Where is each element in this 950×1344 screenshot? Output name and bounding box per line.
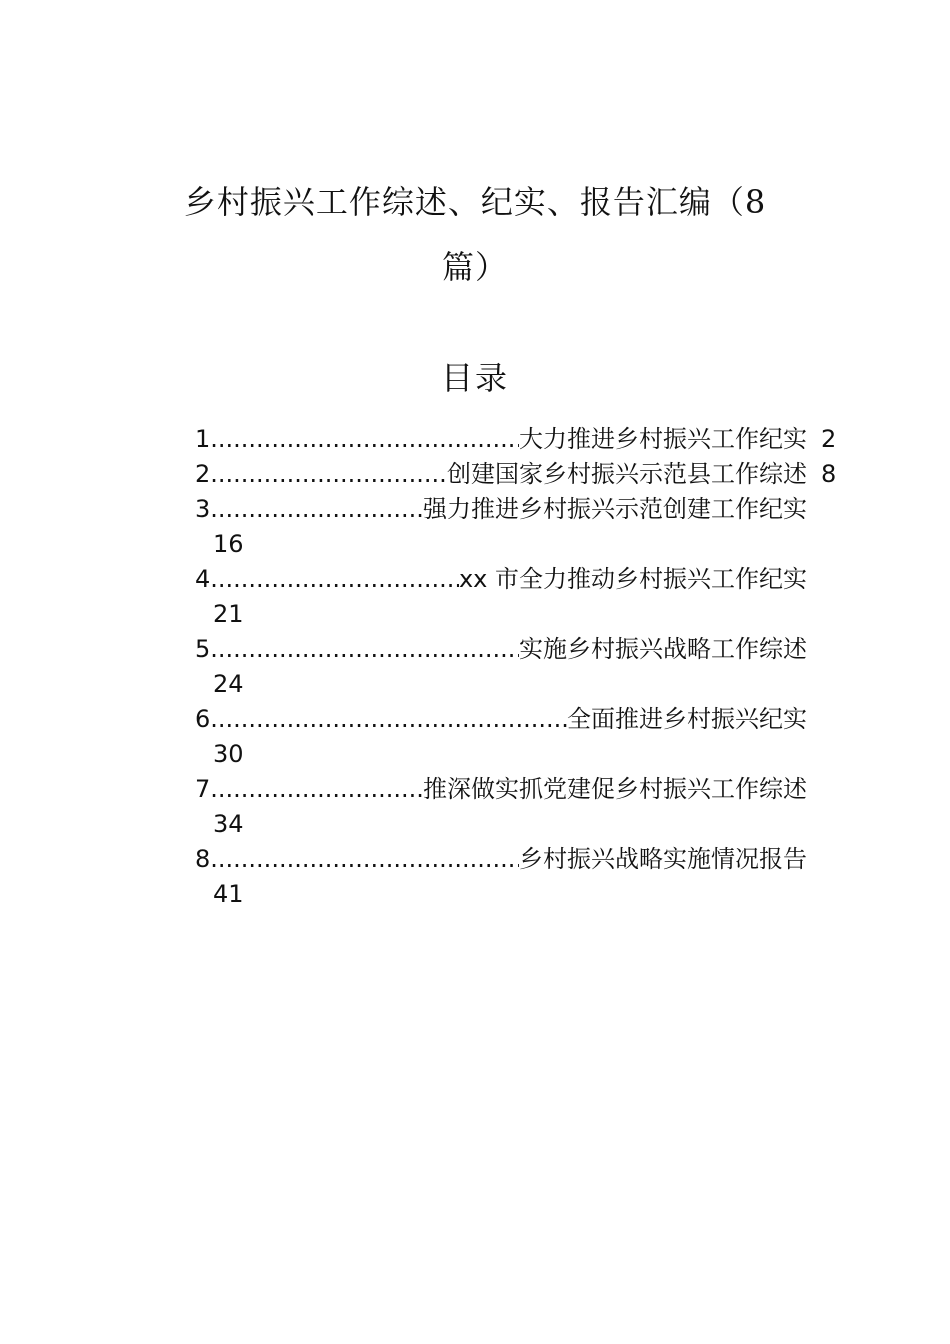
toc-entry-number: 1 — [195, 425, 211, 453]
toc-heading: 目录 — [440, 359, 509, 397]
toc-entry-page: 24 — [213, 670, 244, 698]
toc-entry-1[interactable] — [195, 422, 855, 457]
toc-entry-title: 全面推进乡村振兴纪实 — [567, 705, 807, 733]
toc-entry-page: 34 — [213, 810, 244, 838]
toc-entry-title: 推深做实抓党建促乡村振兴工作综述 — [423, 775, 807, 803]
toc-entry-4[interactable] — [195, 562, 855, 632]
toc-entry-title: xx 市全力推动乡村振兴工作纪实 — [458, 565, 807, 593]
document-title-line-1: 乡村振兴工作综述、纪实、报告汇编（8 — [183, 183, 767, 221]
toc-entry-page: 2 — [821, 425, 837, 453]
toc-dot-leader — [210, 562, 459, 597]
toc-entry-3[interactable] — [195, 492, 855, 562]
toc-dot-leader — [210, 422, 519, 457]
toc-entry-7[interactable] — [195, 772, 855, 842]
toc-dot-leader — [210, 772, 423, 807]
toc-entry-number: 8 — [195, 845, 211, 873]
toc-entry-title: 乡村振兴战略实施情况报告 — [519, 845, 807, 873]
toc-entry-title: 实施乡村振兴战略工作综述 — [519, 635, 807, 663]
toc-dot-leader — [210, 492, 423, 527]
toc-entry-number: 5 — [195, 635, 211, 663]
toc-dot-leader — [210, 632, 519, 667]
toc-entry-number: 4 — [195, 565, 211, 593]
toc-entry-number: 2 — [195, 460, 211, 488]
toc-entry-title: 强力推进乡村振兴示范创建工作纪实 — [423, 495, 807, 523]
toc-entry-page: 30 — [213, 740, 244, 768]
toc-dot-leader — [210, 457, 447, 492]
toc-entry-number: 6 — [195, 705, 211, 733]
toc-entry-page: 8 — [821, 460, 837, 488]
toc-entry-2[interactable] — [195, 457, 855, 492]
table-of-contents — [195, 422, 855, 912]
toc-entry-8[interactable] — [195, 842, 855, 912]
toc-entry-page: 16 — [213, 530, 244, 558]
toc-entry-title: 大力推进乡村振兴工作纪实 — [519, 425, 807, 453]
toc-entry-title: 创建国家乡村振兴示范县工作综述 — [447, 460, 807, 488]
toc-dot-leader — [210, 702, 567, 737]
toc-entry-5[interactable] — [195, 632, 855, 702]
toc-entry-number: 3 — [195, 495, 211, 523]
toc-entry-number: 7 — [195, 775, 211, 803]
toc-dot-leader — [210, 842, 519, 877]
toc-entry-6[interactable] — [195, 702, 855, 772]
document-title-line-2: 篇） — [441, 248, 508, 286]
toc-entry-page: 21 — [213, 600, 244, 628]
toc-entry-page: 41 — [213, 880, 244, 908]
